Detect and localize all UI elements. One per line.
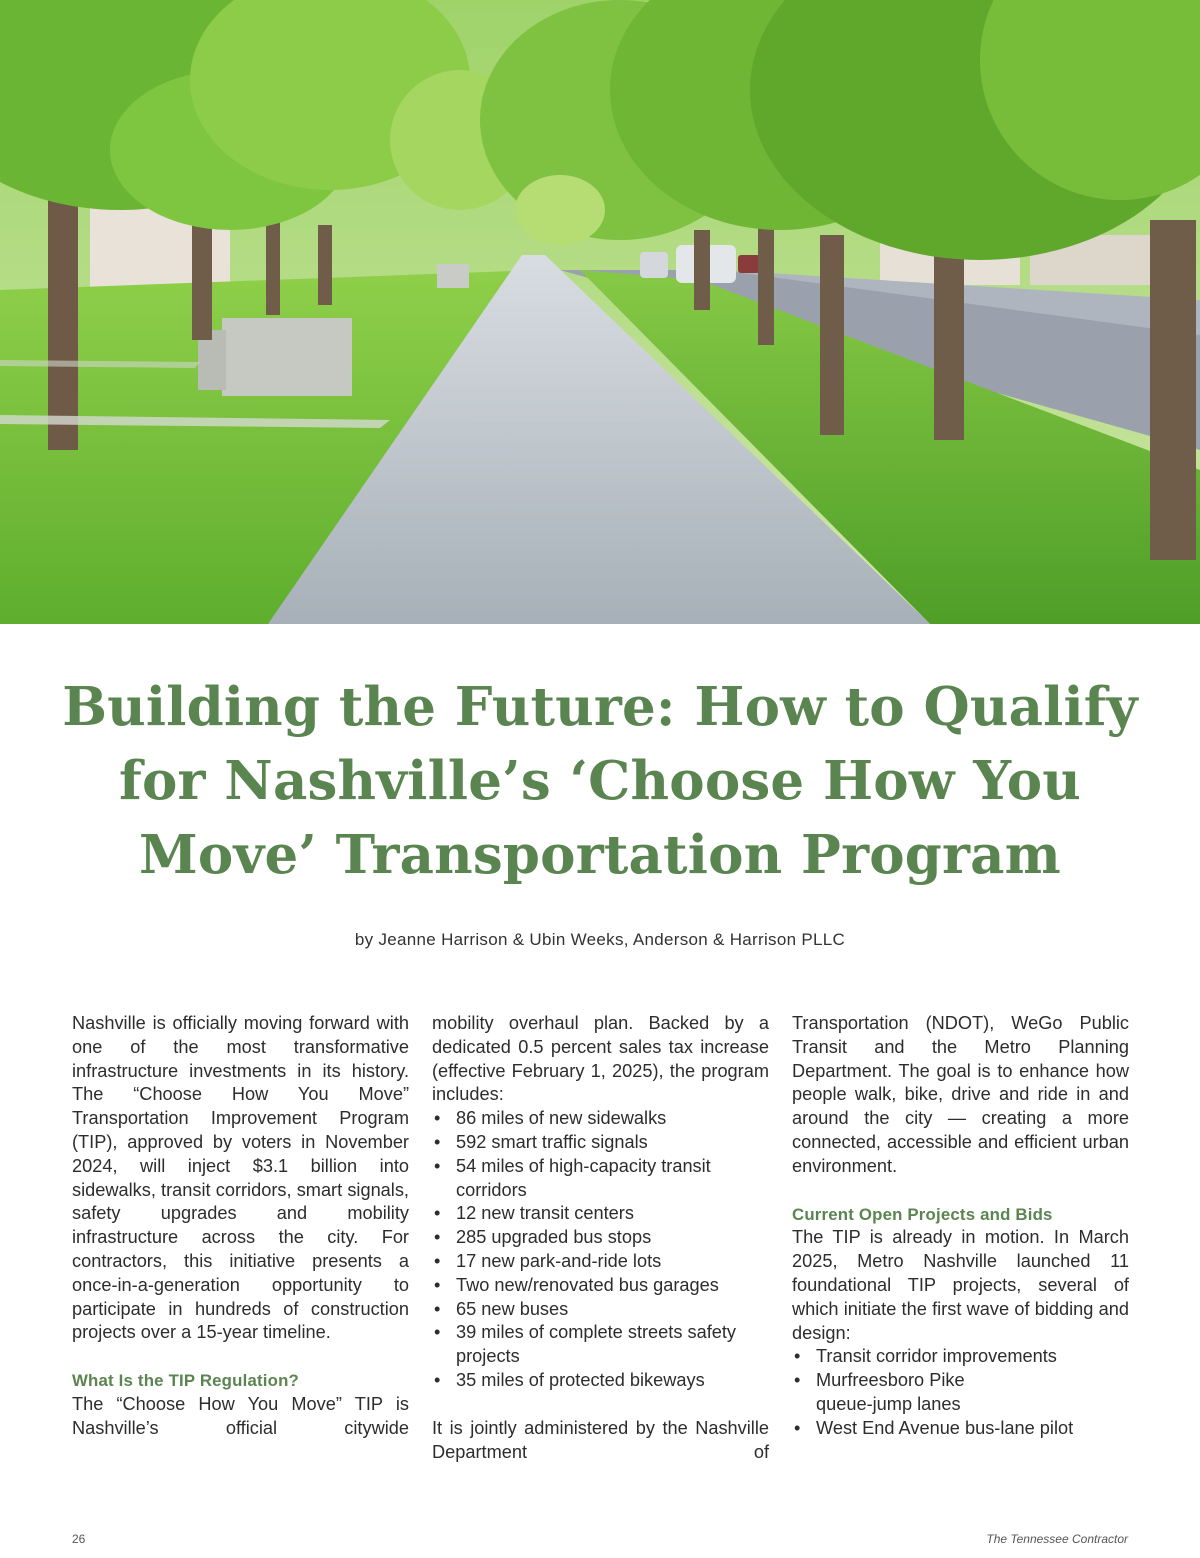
administration-paragraph: It is jointly administered by the Nashville Department of [432, 1417, 769, 1462]
article-headline [40, 670, 1160, 892]
list-item: • 54 miles of high-capacity transit corridors [432, 1155, 769, 1203]
list-item: • 12 new transit centers [432, 1202, 769, 1226]
list-item: • 35 miles of protected bikeways [432, 1369, 769, 1393]
goal-paragraph: Transportation (NDOT), WeGo Public Transit and the Metro Planning Department. The goal is to enhance how people walk, bike, drive and ride in and around the city — creating a more connected, accessible and efficient urban environment. [792, 1013, 1129, 1176]
program-includes-list [432, 1107, 769, 1393]
list-item: • Transit corridor improvements [792, 1345, 1129, 1369]
list-item: • Two new/renovated bus garages [432, 1274, 769, 1298]
list-item: • West End Avenue bus-lane pilot [792, 1417, 1129, 1441]
intro-paragraph: Nashville is officially moving forward with one of the most transformative infrastructure investments in its history. The “Choose How You Move” Transportation Improvement Program (TIP), approved by voters in November 2024, will inject $3.1 billion into sidewalks, transit corridors, smart signals, safety upgrades and mobility infrastructure across the city. For contractors, this initiative presents a once-in-a-generation opportunity to participate in hundreds of construction projects over a 15-year timeline. [72, 1013, 409, 1343]
list-item: • 17 new park-and-ride lots [432, 1250, 769, 1274]
headline-line-1: Building the Future: How to Qualify [62, 676, 1138, 738]
list-item: • 86 miles of new sidewalks [432, 1107, 769, 1131]
publication-name: The Tennessee Contractor [986, 1532, 1128, 1546]
list-item: • 592 smart traffic signals [432, 1131, 769, 1155]
subheading-tip-regulation: What Is the TIP Regulation? [72, 1371, 299, 1391]
headline-line-2: for Nashville’s ‘Choose How You [118, 750, 1082, 812]
program-lead-paragraph: mobility overhaul plan. Backed by a dedicated 0.5 percent sales tax increase (effective February 1, 2025), the program includes: [432, 1013, 769, 1105]
hero-photo [0, 0, 1200, 624]
list-item: • 65 new buses [432, 1298, 769, 1322]
column-3 [792, 1012, 1129, 1441]
page-number: 26 [72, 1532, 86, 1546]
open-projects-paragraph: The TIP is already in motion. In March 2025, Metro Nashville launched 11 foundational TIP projects, several of which initiate the first wave of bidding and design: [792, 1227, 1129, 1343]
open-projects-list [792, 1345, 1129, 1440]
subheading-open-projects: Current Open Projects and Bids [792, 1204, 1053, 1224]
column-2 [432, 1012, 769, 1464]
tip-paragraph: The “Choose How You Move” TIP is Nashville’s official citywide [72, 1393, 409, 1438]
list-item: • Murfreesboro Pike queue-jump lanes [792, 1369, 1129, 1417]
column-1 [72, 1012, 409, 1441]
headline-line-3: Move’ Transportation Program [139, 824, 1061, 886]
tree-lined-sidewalk-illustration [0, 0, 1200, 624]
list-item: • 285 upgraded bus stops [432, 1226, 769, 1250]
list-item: • 39 miles of complete streets safety projects [432, 1321, 769, 1369]
byline: by Jeanne Harrison & Ubin Weeks, Anderson & Harrison PLLC [354, 930, 846, 949]
